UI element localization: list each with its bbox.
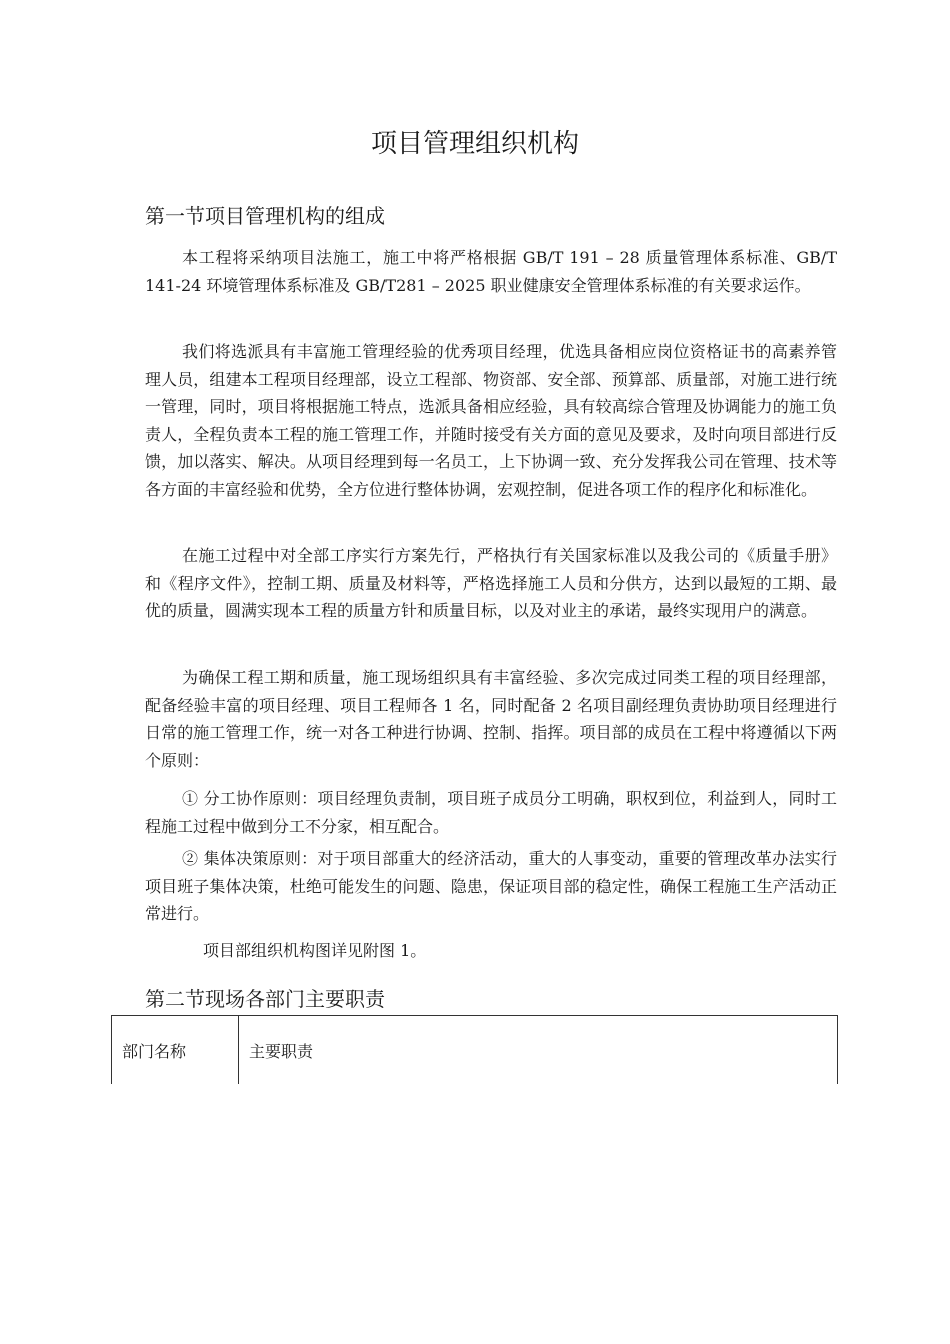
- section2-heading: 第二节现场各部门主要职责: [145, 987, 385, 1011]
- department-duties-table: [111, 1015, 838, 1084]
- paragraph-principle-division: ① 分工协作原则：项目经理负责制，项目班子成员分工明确，职权到位，利益到人，同时工程施工过程中做到分工不分家，相互配合。: [145, 789, 837, 836]
- paragraph-standards: 本工程将采纳项目法施工，施工中将严格根据 GB/T 191 – 28 质量管理体系标准、GB/T 141-24 环境管理体系标准及 GB/T281 – 2025 职业健康安全管理体系标准的有关要求运作。: [145, 248, 837, 295]
- paragraph-staffing: 为确保工程工期和质量，施工现场组织具有丰富经验、多次完成过同类工程的项目经理部，配备经验丰富的项目经理、项目工程师各 1 名，同时配备 2 名项目副经理负责协助项目经理进行日常的施工管理工作，统一对各工种进行协调、控制、指挥。项目部的成员在工程中将遵循以下两个原则：: [145, 668, 837, 770]
- paragraph-quality-process: 在施工过程中对全部工序实行方案先行，严格执行有关国家标准以及我公司的《质量手册》和《程序文件》，控制工期、质量及材料等，严格选择施工人员和分供方，达到以最短的工期、最优的质量，圆满实现本工程的质量方针和质量目标，以及对业主的承诺，最终实现用户的满意。: [145, 546, 837, 620]
- paragraph-project-manager: 我们将选派具有丰富施工管理经验的优秀项目经理，优选具备相应岗位资格证书的高素养管理人员，组建本工程项目经理部，设立工程部、物资部、安全部、预算部、质量部，对施工进行统一管理，同时，项目将根据施工特点，选派具备相应经验，具有较高综合管理及协调能力的施工负责人，全程负责本工程的施工管理工作，并随时接受有关方面的意见及要求，及时向项目部进行反馈，加以落实、解决。从项目经理到每一名员工，上下协调一致、充分发挥我公司在管理、技术等各方面的丰富经验和优势，全方位进行整体协调，宏观控制，促进各项工作的程序化和标准化。: [145, 342, 837, 499]
- header-department-name: 部门名称: [112, 1016, 239, 1085]
- document-title: 项目管理组织机构: [370, 129, 579, 159]
- paragraph-principle-collective: ② 集体决策原则：对于项目部重大的经济活动，重大的人事变动，重要的管理改革办法实行项目班子集体决策，杜绝可能发生的问题、隐患，保证项目部的稳定性，确保工程施工生产活动正常进行。: [145, 849, 837, 923]
- header-main-duties: 主要职责: [239, 1016, 838, 1085]
- section1-heading: 第一节项目管理机构的组成: [145, 204, 385, 228]
- table-header-row: [112, 1016, 838, 1085]
- paragraph-org-chart-note: 项目部组织机构图详见附图 1。: [203, 941, 427, 960]
